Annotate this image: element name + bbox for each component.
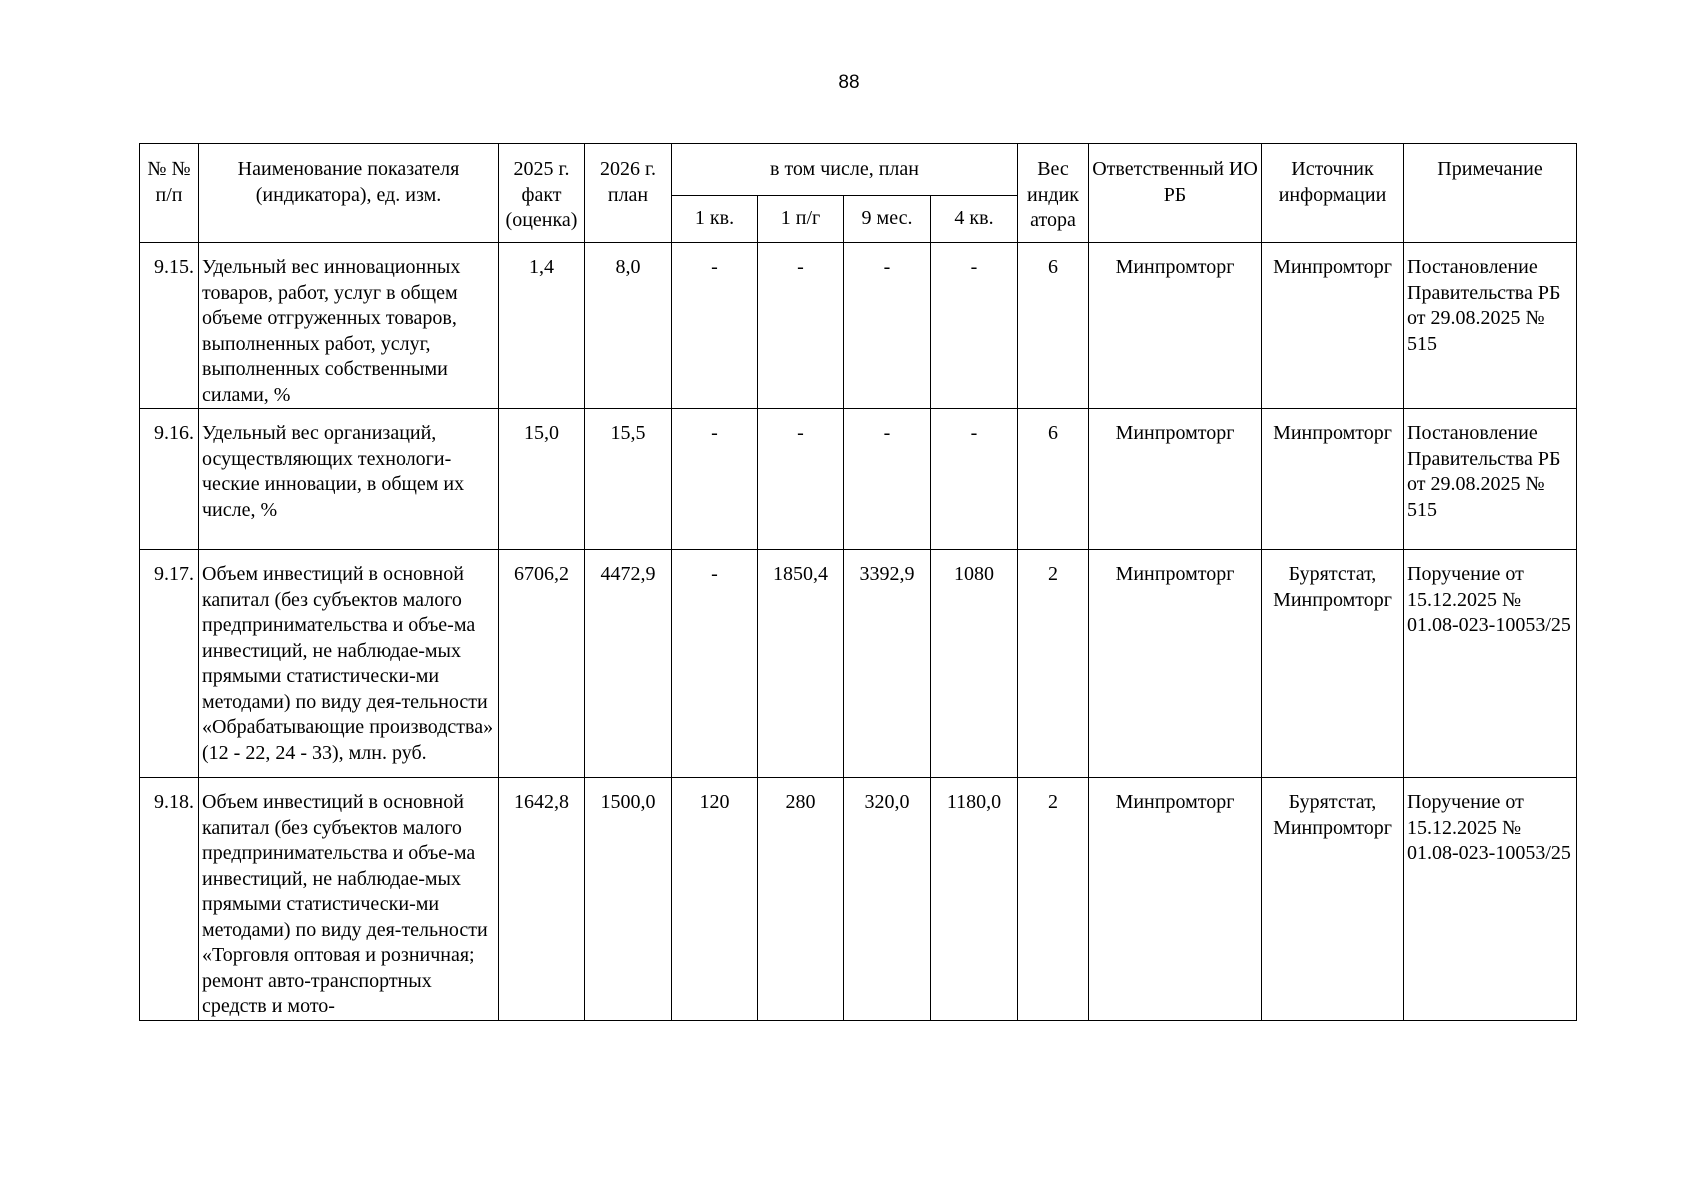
row-plan-2026: 15,5 — [585, 409, 672, 550]
header-plan-2026: 2026 г. план — [585, 144, 672, 243]
header-source: Источник информации — [1262, 144, 1404, 243]
header-q4: 4 кв. — [931, 196, 1018, 243]
row-name: Объем инвестиций в основной капитал (без субъектов малого предпринимательства и объе-ма инвестиций, не наблюдае-мых прямыми статистически-ми методами) по виду дея-тельности «Обрабатывающие производства» (12 - 22, 24 - 33), млн. руб. — [199, 550, 499, 778]
row-9m: 320,0 — [844, 778, 931, 1021]
table-row — [140, 550, 1577, 778]
row-responsible: Минпромторг — [1089, 550, 1262, 778]
row-q4: 1180,0 — [931, 778, 1018, 1021]
row-note: Поручение от 15.12.2025 № 01.08-023-10053/25 — [1404, 550, 1577, 778]
row-h1: - — [758, 243, 844, 409]
table-row — [140, 778, 1577, 1021]
row-source: Минпромторг — [1262, 409, 1404, 550]
row-9m: - — [844, 409, 931, 550]
table-row — [140, 243, 1577, 409]
header-row — [140, 144, 1577, 196]
header-weight: Вес индик атора — [1018, 144, 1089, 243]
header-responsible: Ответственный ИО РБ — [1089, 144, 1262, 243]
row-fact-2025: 1642,8 — [499, 778, 585, 1021]
row-q1: - — [672, 550, 758, 778]
row-q4: - — [931, 409, 1018, 550]
row-h1: 280 — [758, 778, 844, 1021]
header-9m: 9 мес. — [844, 196, 931, 243]
row-name: Объем инвестиций в основной капитал (без субъектов малого предпринимательства и объе-ма инвестиций, не наблюдае-мых прямыми статистически-ми методами) по виду дея-тельности «Торговля оптовая и розничная; ремонт авто-транспортных средств и мото- — [199, 778, 499, 1021]
row-plan-2026: 8,0 — [585, 243, 672, 409]
row-responsible: Минпромторг — [1089, 243, 1262, 409]
row-9m: - — [844, 243, 931, 409]
row-responsible: Минпромторг — [1089, 778, 1262, 1021]
row-weight: 6 — [1018, 243, 1089, 409]
table-row — [140, 409, 1577, 550]
header-q1: 1 кв. — [672, 196, 758, 243]
row-q4: - — [931, 243, 1018, 409]
row-note: Постановление Правительства РБ от 29.08.2025 № 515 — [1404, 409, 1577, 550]
row-weight: 2 — [1018, 778, 1089, 1021]
row-fact-2025: 15,0 — [499, 409, 585, 550]
row-q4: 1080 — [931, 550, 1018, 778]
header-name: Наименование показателя (индикатора), ед. изм. — [199, 144, 499, 243]
row-fact-2025: 6706,2 — [499, 550, 585, 778]
row-note: Поручение от 15.12.2025 № 01.08-023-10053/25 — [1404, 778, 1577, 1021]
row-source: Бурятстат, Минпромторг — [1262, 550, 1404, 778]
row-num: 9.17. — [140, 550, 199, 778]
row-num: 9.15. — [140, 243, 199, 409]
indicators-table — [139, 143, 1577, 1021]
row-weight: 6 — [1018, 409, 1089, 550]
row-num: 9.16. — [140, 409, 199, 550]
row-9m: 3392,9 — [844, 550, 931, 778]
header-h1: 1 п/г — [758, 196, 844, 243]
row-name: Удельный вес инновационных товаров, работ, услуг в общем объеме отгруженных товаров, выполненных работ, услуг, выполненных собственными силами, % — [199, 243, 499, 409]
row-h1: - — [758, 409, 844, 550]
row-responsible: Минпромторг — [1089, 409, 1262, 550]
row-q1: - — [672, 243, 758, 409]
row-plan-2026: 4472,9 — [585, 550, 672, 778]
row-fact-2025: 1,4 — [499, 243, 585, 409]
row-h1: 1850,4 — [758, 550, 844, 778]
row-q1: 120 — [672, 778, 758, 1021]
header-num: № № п/п — [140, 144, 199, 243]
header-fact-2025: 2025 г. факт (оценка) — [499, 144, 585, 243]
header-including-plan: в том числе, план — [672, 144, 1018, 196]
row-name: Удельный вес организаций, осуществляющих технологи-ческие инновации, в общем их числе, % — [199, 409, 499, 550]
row-plan-2026: 1500,0 — [585, 778, 672, 1021]
row-weight: 2 — [1018, 550, 1089, 778]
row-source: Бурятстат, Минпромторг — [1262, 778, 1404, 1021]
row-num: 9.18. — [140, 778, 199, 1021]
page-number: 88 — [838, 72, 860, 93]
header-note: Примечание — [1404, 144, 1577, 243]
row-note: Постановление Правительства РБ от 29.08.2025 № 515 — [1404, 243, 1577, 409]
row-q1: - — [672, 409, 758, 550]
row-source: Минпромторг — [1262, 243, 1404, 409]
